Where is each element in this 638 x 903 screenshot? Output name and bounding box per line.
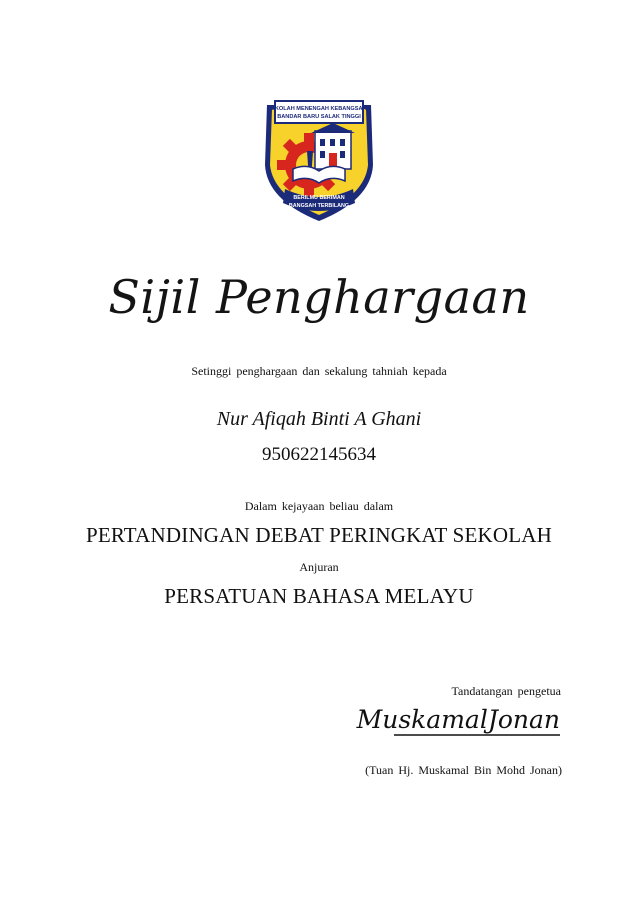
- crest-motto-line1: BERILMU BERIMAN: [293, 195, 345, 201]
- certificate-title: Sijil Penghargaan: [108, 270, 530, 324]
- organizer-intro: Anjuran: [299, 560, 339, 574]
- crest-banner-line1: SEKOLAH MENENGAH KEBANGSAAN: [267, 106, 371, 112]
- event-title: PERTANDINGAN DEBAT PERINGKAT SEKOLAH: [85, 523, 553, 547]
- recipient-name: Nur Afiqah Binti A Ghani: [216, 408, 422, 430]
- achievement-intro: Dalam kejayaan beliau dalam: [244, 499, 394, 513]
- organizer-name: PERSATUAN BAHASA MELAYU: [164, 584, 474, 608]
- preamble-text: Setinggi penghargaan dan sekalung tahniah kepada: [191, 364, 447, 378]
- crest-motto-line2: BANGSAH TERBILANG: [288, 203, 350, 209]
- svg-text:MuskamalJonan: MuskamalJonan: [356, 705, 560, 734]
- signature-label: Tandatangan pengetua: [451, 684, 561, 698]
- principal-signature: [356, 700, 562, 740]
- signature-icon: [356, 700, 562, 740]
- recipient-id: 950622145634: [262, 444, 376, 465]
- school-crest-icon: [259, 95, 379, 225]
- crest-banner-line2: BANDAR BARU SALAK TINGGI: [277, 114, 361, 120]
- school-crest: [259, 95, 379, 225]
- signatory-name: (Tuan Hj. Muskamal Bin Mohd Jonan): [365, 763, 562, 777]
